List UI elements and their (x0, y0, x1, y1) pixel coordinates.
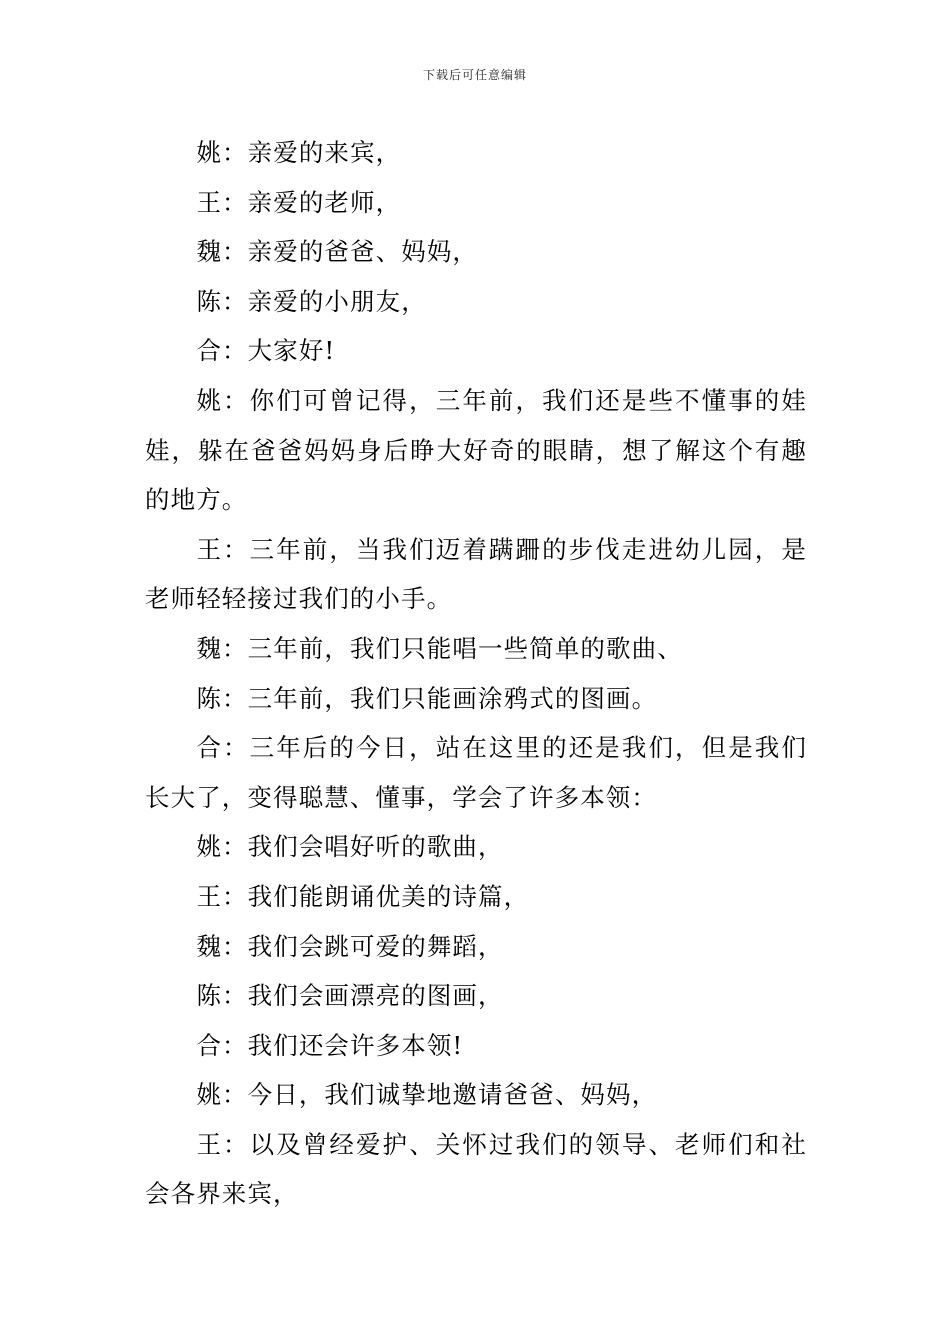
paragraph: 王：亲爱的老师， (196, 187, 402, 217)
paragraph: 王：以及曾经爱护、关怀过我们的领导、老师们和社会各界来宾， (145, 1129, 807, 1209)
paragraph: 姚：你们可曾记得，三年前，我们还是些不懂事的娃娃，躲在爸爸妈妈身后睁大好奇的眼睛，想了解这个有趣的地方。 (145, 385, 807, 515)
paragraph: 合：我们还会许多本领! (196, 1030, 464, 1060)
paragraph: 合：大家好! (196, 336, 336, 366)
paragraph: 魏：亲爱的爸爸、妈妈， (196, 237, 479, 267)
paragraph: 陈：亲爱的小朋友， (196, 286, 427, 316)
script-body (145, 128, 807, 1219)
paragraph: 合：三年后的今日，站在这里的还是我们，但是我们长大了，变得聪慧、懂事，学会了许多本领： (145, 733, 807, 812)
paragraph: 魏：三年前，我们只能唱一些简单的歌曲、 (196, 633, 683, 663)
paragraph: 姚：亲爱的来宾， (196, 138, 402, 167)
paragraph: 魏：我们会跳可爱的舞蹈， (196, 931, 504, 961)
paragraph: 姚：今日，我们诚挚地邀请爸爸、妈妈， (196, 1080, 658, 1110)
paragraph: 陈：我们会画漂亮的图画， (196, 981, 504, 1011)
header-note: 下载后可任意编辑 (422, 68, 527, 82)
paragraph: 王：三年前，当我们迈着蹒跚的步伐走进幼儿园，是老师轻轻接过我们的小手。 (145, 534, 807, 614)
paragraph: 王：我们能朗诵优美的诗篇， (196, 881, 530, 911)
paragraph: 陈：三年前，我们只能画涂鸦式的图画。 (196, 683, 658, 713)
paragraph: 姚：我们会唱好听的歌曲， (196, 832, 504, 862)
